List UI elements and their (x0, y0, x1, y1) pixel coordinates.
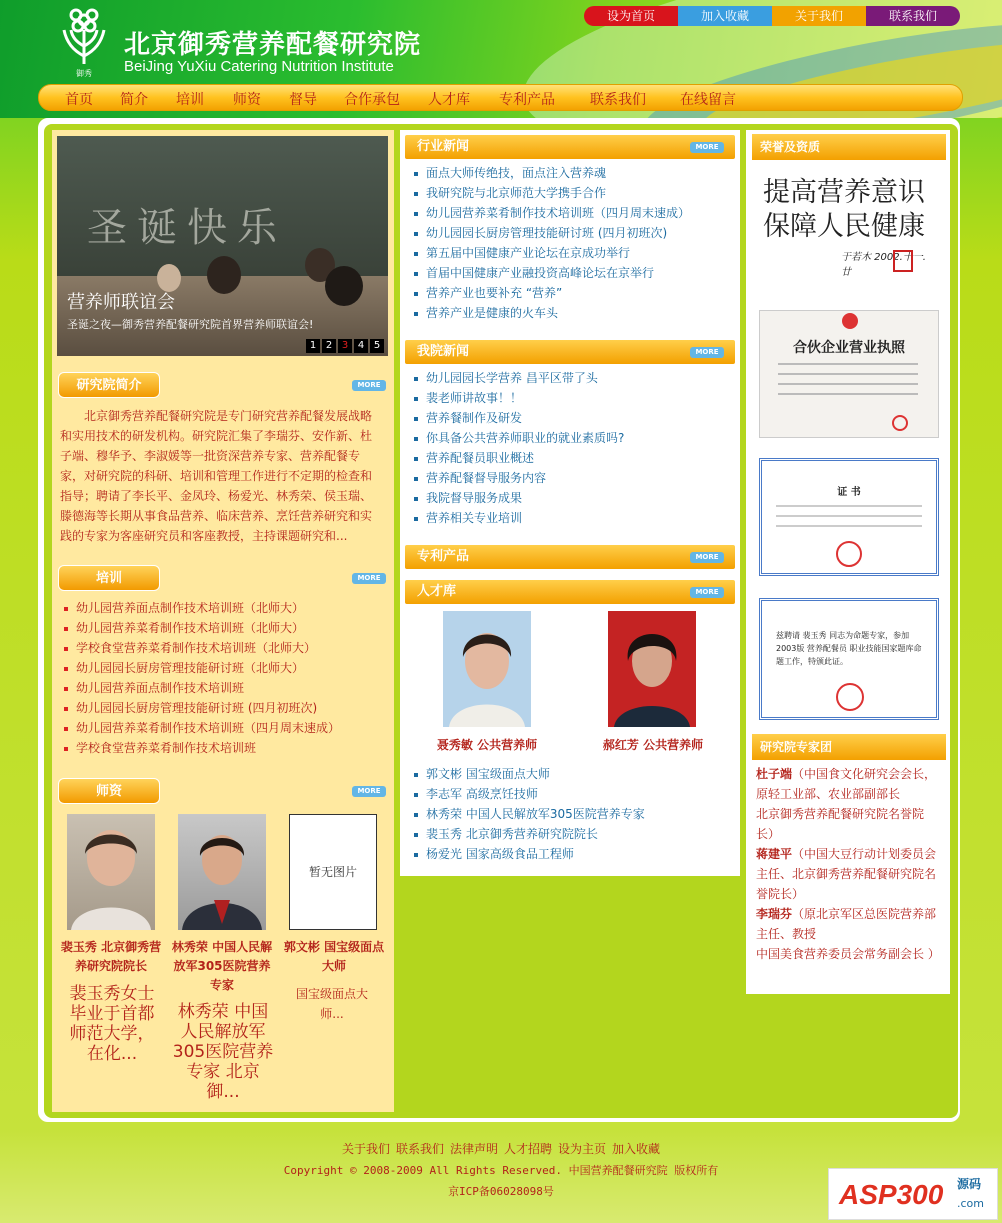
slide-caption-title[interactable]: 营养师联谊会 (67, 292, 175, 313)
logo-flower-icon[interactable] (58, 6, 110, 78)
logo-label: 御秀 (76, 69, 92, 78)
bullet-icon (414, 417, 418, 421)
toplink-0[interactable]: 设为首页 (584, 6, 678, 26)
bullet-icon (414, 773, 418, 777)
toplink-3[interactable]: 联系我们 (866, 6, 960, 26)
seal-stamp-icon (893, 250, 913, 272)
expert-name: 蒋建平 (756, 847, 793, 861)
certificate-title: 证 书 (837, 487, 861, 498)
expert-description: （中国大豆行动计划委员会主任、北京御秀营养配餐研究院名誉院长） (756, 847, 937, 901)
industry-news-item-label: 我研究院与北京师范大学携手合作 (426, 186, 607, 200)
nav-item-0[interactable]: 首页 (65, 92, 93, 108)
institute-news-item[interactable] (414, 428, 624, 448)
expert-name: 杜子端 (756, 767, 793, 781)
toplink-1[interactable]: 加入收藏 (678, 6, 772, 26)
talent-item-label: 郭文彬 国宝级面点大师 (426, 767, 550, 781)
license-title: 合伙企业营业执照 (793, 340, 905, 356)
teacher-caption[interactable]: 裴玉秀 北京御秀营养研究院院长 (60, 940, 162, 973)
bullet-icon (64, 647, 68, 651)
footer-links (0, 1138, 1002, 1160)
institute-news-heading: 我院新闻 (405, 340, 735, 364)
teachers-more-button[interactable]: MORE (352, 786, 386, 797)
training-item[interactable] (64, 698, 340, 718)
training-item-label: 幼儿园营养面点制作技术培训班（北师大） (76, 601, 305, 615)
talent-caption[interactable]: 聂秀敏 公共营养师 (436, 738, 538, 752)
bullet-icon (414, 172, 418, 176)
teacher-description: 林秀荣 中国人民解放军305医院营养专家 北京御... (172, 1002, 274, 1102)
toplink-2[interactable]: 关于我们 (772, 6, 866, 26)
talent-photo[interactable] (443, 611, 531, 727)
watermark-domain: .com (957, 1197, 984, 1210)
industry-news-item-label: 营养产业是健康的火车头 (426, 306, 559, 320)
institute-news-item-label: 裴老师讲故事！！ (426, 391, 523, 405)
certificate-image[interactable] (759, 598, 939, 720)
footer-copyright: Copyright © 2008-2009 All Rights Reserved. 中国营养配餐研究院 版权所有 (283, 1164, 719, 1177)
bullet-icon (414, 853, 418, 857)
intro-text: 北京御秀营养配餐研究院是专门研究营养配餐发展战略和实用技术的研发机构。研究院汇集了李瑞芬、安作新、杜子端、穆华予、李淑媛等一批资深营养专家、营养配餐专家，对研究院的科研、培训和管理工作进行不定期的检查和指导；聘请了李长平、金凤玲、杨爱光、林秀荣、侯玉瑞、滕德海等长期从事食品营养、临床营养、烹饪营养研究和实践的专家为客座研究员和客座教授，主持课题研究和... (60, 409, 373, 543)
institute-news-item-label: 我院督导服务成果 (426, 491, 523, 505)
industry-news-item[interactable] (414, 303, 690, 323)
slide-pager (306, 339, 384, 353)
training-item-label: 学校食堂营养菜肴制作技术培训班 (76, 741, 257, 755)
bullet-icon (414, 497, 418, 501)
bullet-icon (414, 477, 418, 481)
talent-item-label: 李志军 高级烹饪技师 (426, 787, 538, 801)
bullet-icon (414, 833, 418, 837)
bullet-icon (414, 397, 418, 401)
asp300-watermark[interactable] (828, 1168, 998, 1220)
training-item[interactable] (64, 658, 340, 678)
training-item[interactable] (64, 598, 340, 618)
expert-description: （原北京军区总医院营养部主任、教授 (756, 907, 937, 941)
calligraphy-line-1: 提高营养意识 (763, 177, 925, 208)
bullet-icon (64, 747, 68, 751)
calligraphy-line-2: 保障人民健康 (763, 211, 925, 242)
talent-item-label: 林秀荣 中国人民解放军305医院营养专家 (426, 807, 645, 821)
nav-item-9[interactable]: 在线留言 (680, 92, 736, 108)
industry-news-item[interactable] (414, 203, 690, 223)
institute-news-more-button[interactable]: MORE (690, 347, 724, 358)
bullet-icon (414, 793, 418, 797)
certificate-text: 兹聘请 裴玉秀 同志为命题专家，参加2003版 营养配餐员 职业技能国家题库命题工作，特颁此证。 (776, 631, 922, 666)
nav-item-6[interactable]: 人才库 (428, 92, 470, 108)
training-item[interactable] (64, 678, 340, 698)
stamp-icon (836, 683, 864, 711)
institute-news-item[interactable] (414, 488, 624, 508)
bullet-icon (64, 727, 68, 731)
training-item[interactable] (64, 638, 340, 658)
nav-item-3[interactable]: 师资 (233, 92, 261, 108)
bullet-icon (414, 272, 418, 276)
footer-link[interactable]: 设为主页 (558, 1142, 607, 1156)
institute-news-item-label: 营养配餐员职业概述 (426, 451, 535, 465)
expert-entry[interactable] (756, 904, 942, 964)
training-item[interactable] (64, 618, 340, 638)
training-heading: 培训 (58, 565, 160, 591)
expert-entry[interactable] (756, 764, 942, 844)
training-item-label: 幼儿园园长厨房管理技能研讨班（北师大） (76, 661, 305, 675)
watermark-tag: 源码 (957, 1177, 982, 1191)
bullet-icon (414, 813, 418, 817)
bullet-icon (414, 377, 418, 381)
industry-news-item-label: 首届中国健康产业融投资高峰论坛在京举行 (426, 266, 655, 280)
industry-news-item-label: 营养产业也要补充 “营养” (426, 286, 563, 300)
nav-item-5[interactable]: 合作承包 (344, 92, 400, 108)
teachers-heading: 师资 (58, 778, 160, 804)
patents-more-button[interactable]: MORE (690, 552, 724, 563)
slide-page-button[interactable]: 4 (354, 339, 368, 353)
talent-list (414, 764, 645, 864)
stamp-icon (836, 541, 862, 567)
bullet-icon (414, 212, 418, 216)
training-more-button[interactable]: MORE (352, 573, 386, 584)
top-links (584, 6, 960, 26)
footer-link[interactable]: 加入收藏 (612, 1142, 661, 1156)
slide-page-button[interactable]: 5 (370, 339, 384, 353)
institute-news-item[interactable] (414, 388, 624, 408)
teacher-photo[interactable] (178, 814, 266, 930)
training-item[interactable] (64, 718, 340, 738)
experts-list (756, 764, 942, 964)
expert-entry[interactable] (756, 844, 942, 904)
placeholder-text: 暂无图片 (308, 865, 357, 879)
talent-item[interactable] (414, 764, 645, 784)
slide-page-button[interactable]: 2 (322, 339, 336, 353)
teacher-description: 裴玉秀女士毕业于首都师范大学，在化... (69, 984, 155, 1064)
training-item-label: 幼儿园营养菜肴制作技术培训班（四月周末速成） (76, 721, 341, 735)
industry-news-list (414, 163, 690, 323)
bullet-icon (414, 517, 418, 521)
slide-page-button[interactable]: 3 (338, 339, 352, 353)
industry-news-more-button[interactable]: MORE (690, 142, 724, 153)
site-header (0, 0, 1002, 118)
industry-news-item[interactable] (414, 183, 690, 203)
industry-news-item-label: 幼儿园园长厨房管理技能研讨班 (四月初班次) (426, 226, 668, 240)
calligraphy-image[interactable] (759, 168, 939, 292)
nav-item-1[interactable]: 简介 (120, 92, 148, 108)
nav-item-4[interactable]: 督导 (289, 92, 317, 108)
slide-page-button[interactable]: 1 (306, 339, 320, 353)
training-item-label: 幼儿园营养面点制作技术培训班 (76, 681, 245, 695)
teacher-caption[interactable]: 林秀荣 中国人民解放军305医院营养专家 (171, 940, 273, 992)
talent-item-label: 杨爱光 国家高级食品工程师 (426, 847, 574, 861)
industry-news-item[interactable] (414, 243, 690, 263)
license-image[interactable] (759, 310, 939, 438)
bullet-icon (414, 437, 418, 441)
talent-caption[interactable]: 郝红芳 公共营养师 (602, 738, 704, 752)
intro-heading: 研究院简介 (58, 372, 160, 398)
institute-news-item-label: 营养相关专业培训 (426, 511, 523, 525)
institute-news-item[interactable] (414, 448, 624, 468)
bullet-icon (64, 687, 68, 691)
training-item-label: 学校食堂营养菜肴制作技术培训班（北师大） (76, 641, 317, 655)
bullet-icon (414, 192, 418, 196)
bullet-icon (64, 607, 68, 611)
experts-heading: 研究院专家团 (752, 734, 946, 760)
training-item[interactable] (64, 738, 340, 758)
bullet-icon (64, 667, 68, 671)
industry-news-item[interactable] (414, 263, 690, 283)
bullet-icon (64, 627, 68, 631)
intro-more-button[interactable]: MORE (352, 380, 386, 391)
honors-heading: 荣誉及资质 (752, 134, 946, 160)
talent-item[interactable] (414, 804, 645, 824)
site-title: 北京御秀营养配餐研究院 (124, 30, 422, 60)
footer-icp[interactable]: 京ICP备06028098号 (448, 1185, 554, 1198)
bullet-icon (414, 312, 418, 316)
bullet-icon (414, 292, 418, 296)
institute-news-item-label: 营养餐制作及研发 (426, 411, 523, 425)
talent-photo[interactable] (608, 611, 696, 727)
expert-extra: 中国美食营养委员会常务副会长 ） (756, 947, 940, 961)
expert-name: 李瑞芬 (756, 907, 793, 921)
talent-item[interactable] (414, 784, 645, 804)
teacher-caption[interactable]: 郭文彬 国宝级面点大师 (283, 940, 385, 973)
training-list (64, 598, 340, 758)
industry-news-heading: 行业新闻 (405, 135, 735, 159)
nav-item-2[interactable]: 培训 (176, 92, 204, 108)
industry-news-item-label: 幼儿园营养菜肴制作技术培训班（四月周末速成） (426, 206, 691, 220)
calligraphy-signature: 于若木 2002.十一.廿 (841, 252, 926, 278)
talent-heading: 人才库 (405, 580, 735, 604)
footer-link[interactable]: 联系我们 (395, 1142, 444, 1156)
nav-item-8[interactable]: 联系我们 (590, 92, 646, 108)
bullet-icon (64, 707, 68, 711)
teacher-photo-placeholder[interactable] (289, 814, 377, 930)
photo-slideshow[interactable] (57, 136, 388, 356)
patents-heading: 专利产品 (405, 545, 735, 569)
bullet-icon (414, 252, 418, 256)
nav-item-7[interactable]: 专利产品 (499, 92, 555, 108)
talent-item[interactable] (414, 824, 645, 844)
bullet-icon (414, 232, 418, 236)
institute-news-item-label: 你具备公共营养师职业的就业素质吗? (426, 431, 625, 445)
site-subtitle: BeiJing YuXiu Catering Nutrition Institute (124, 58, 394, 75)
institute-news-item[interactable] (414, 368, 624, 388)
institute-news-item[interactable] (414, 508, 624, 528)
certificate-image[interactable] (759, 458, 939, 576)
teacher-description: 国宝级面点大师... (295, 987, 368, 1021)
institute-news-item-label: 营养配餐督导服务内容 (426, 471, 547, 485)
main-nav (38, 84, 963, 111)
industry-news-item-label: 面点大师传绝技，面点注入营养魂 (426, 166, 607, 180)
institute-news-list (414, 368, 624, 528)
industry-news-item-label: 第五届中国健康产业论坛在京成功举行 (426, 246, 631, 260)
institute-news-item[interactable] (414, 468, 624, 488)
teacher-photo[interactable] (67, 814, 155, 930)
talent-item[interactable] (414, 844, 645, 864)
watermark-brand: ASP300 (839, 1179, 944, 1210)
training-item-label: 幼儿园园长厨房管理技能研讨班 (四月初班次) (76, 701, 318, 715)
talent-more-button[interactable]: MORE (690, 587, 724, 598)
footer-link[interactable]: 人才招聘 (504, 1142, 553, 1156)
footer-link[interactable]: 关于我们 (341, 1142, 390, 1156)
industry-news-item[interactable] (414, 163, 690, 183)
expert-description: （中国食文化研究会会长，原轻工业部、农业部副部长 (756, 767, 937, 801)
industry-news-item[interactable] (414, 283, 690, 303)
industry-news-item[interactable] (414, 223, 690, 243)
talent-item-label: 裴玉秀 北京御秀营养研究院院长 (426, 827, 598, 841)
training-item-label: 幼儿园营养菜肴制作技术培训班（北师大） (76, 621, 305, 635)
institute-news-item[interactable] (414, 408, 624, 428)
slide-board-text: 圣诞快乐 (87, 205, 287, 251)
expert-extra: 北京御秀营养配餐研究院名誉院长） (756, 807, 925, 841)
slide-caption-subtitle[interactable]: 圣诞之夜—御秀营养配餐研究院首界营养师联谊会! (67, 318, 314, 331)
stamp-icon (892, 415, 908, 431)
institute-news-item-label: 幼儿园园长学营养 昌平区带了头 (426, 371, 598, 385)
emblem-icon (842, 313, 858, 329)
footer-link[interactable]: 法律声明 (449, 1142, 498, 1156)
bullet-icon (414, 457, 418, 461)
